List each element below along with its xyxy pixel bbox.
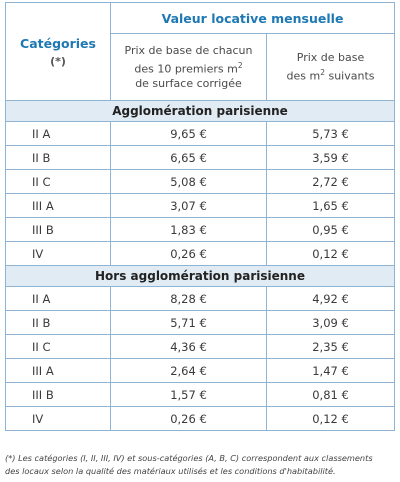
- following-price-cell: 0,95 €: [267, 218, 395, 242]
- category-cell: IV: [6, 407, 111, 431]
- first-10-price-cell: 5,71 €: [111, 311, 267, 335]
- following-price-cell: 0,12 €: [267, 242, 395, 266]
- categories-note: (*): [50, 54, 66, 68]
- categories-header: [6, 3, 111, 101]
- table-row: [6, 335, 395, 359]
- category-cell: III A: [6, 359, 111, 383]
- category-cell: IV: [6, 242, 111, 266]
- category-cell: II B: [6, 146, 111, 170]
- footnote-line1: (*) Les catégories (I, II, III, IV) et sous-catégories (A, B, C) correspondent aux classements: [5, 453, 373, 463]
- following-price-cell: 5,73 €: [267, 122, 395, 146]
- first-10-price-cell: 6,65 €: [111, 146, 267, 170]
- section-title: Agglomération parisienne: [6, 101, 395, 122]
- table-row: [6, 311, 395, 335]
- first-10-price-cell: 9,65 €: [111, 122, 267, 146]
- section-header-row: [6, 101, 395, 122]
- category-cell: II A: [6, 287, 111, 311]
- following-price-cell: 0,81 €: [267, 383, 395, 407]
- first-10-label-line2: des 10 premiers m: [134, 62, 238, 76]
- following-sqm-header: [267, 34, 395, 101]
- following-price-cell: 4,92 €: [267, 287, 395, 311]
- table-row: [6, 194, 395, 218]
- table-row: [6, 242, 395, 266]
- monthly-rental-value-header: Valeur locative mensuelle: [111, 3, 395, 34]
- following-price-cell: 0,12 €: [267, 407, 395, 431]
- first-10-price-cell: 8,28 €: [111, 287, 267, 311]
- first-10-price-cell: 0,26 €: [111, 242, 267, 266]
- following-label-line2: des m: [286, 69, 321, 83]
- following-price-cell: 1,47 €: [267, 359, 395, 383]
- following-price-cell: 3,09 €: [267, 311, 395, 335]
- table-row: [6, 359, 395, 383]
- first-10-price-cell: 1,83 €: [111, 218, 267, 242]
- category-cell: II B: [6, 311, 111, 335]
- table-row: [6, 122, 395, 146]
- first-10-price-cell: 4,36 €: [111, 335, 267, 359]
- first-10-sqm-header: [111, 34, 267, 101]
- footnote: [5, 452, 397, 478]
- rent-table: [5, 2, 395, 431]
- rent-table-container: [5, 2, 394, 431]
- table-row: [6, 407, 395, 431]
- table-row: [6, 146, 395, 170]
- following-price-cell: 1,65 €: [267, 194, 395, 218]
- category-cell: III B: [6, 383, 111, 407]
- category-cell: III B: [6, 218, 111, 242]
- following-label-sup: 2: [320, 68, 325, 78]
- categories-label: Catégories: [20, 35, 96, 51]
- first-10-price-cell: 1,57 €: [111, 383, 267, 407]
- table-body: [6, 101, 395, 431]
- category-cell: II C: [6, 170, 111, 194]
- category-cell: III A: [6, 194, 111, 218]
- first-10-price-cell: 5,08 €: [111, 170, 267, 194]
- table-row: [6, 383, 395, 407]
- table-row: [6, 218, 395, 242]
- following-price-cell: 2,72 €: [267, 170, 395, 194]
- first-10-label-line3: de surface corrigée: [135, 77, 242, 91]
- first-10-price-cell: 2,64 €: [111, 359, 267, 383]
- table-row: [6, 170, 395, 194]
- section-header-row: [6, 266, 395, 287]
- following-label-line2b: suivants: [324, 69, 375, 83]
- following-price-cell: 3,59 €: [267, 146, 395, 170]
- first-10-label-line1: Prix de base de chacun: [124, 43, 253, 57]
- first-10-price-cell: 0,26 €: [111, 407, 267, 431]
- category-cell: II C: [6, 335, 111, 359]
- table-row: [6, 287, 395, 311]
- first-10-label-sup: 2: [237, 60, 243, 70]
- following-price-cell: 2,35 €: [267, 335, 395, 359]
- category-cell: II A: [6, 122, 111, 146]
- first-10-price-cell: 3,07 €: [111, 194, 267, 218]
- footnote-line2: des locaux selon la qualité des matériaux utilisés et les conditions d'habitabilité.: [5, 466, 336, 476]
- following-label-line1: Prix de base: [296, 51, 365, 65]
- section-title: Hors agglomération parisienne: [6, 266, 395, 287]
